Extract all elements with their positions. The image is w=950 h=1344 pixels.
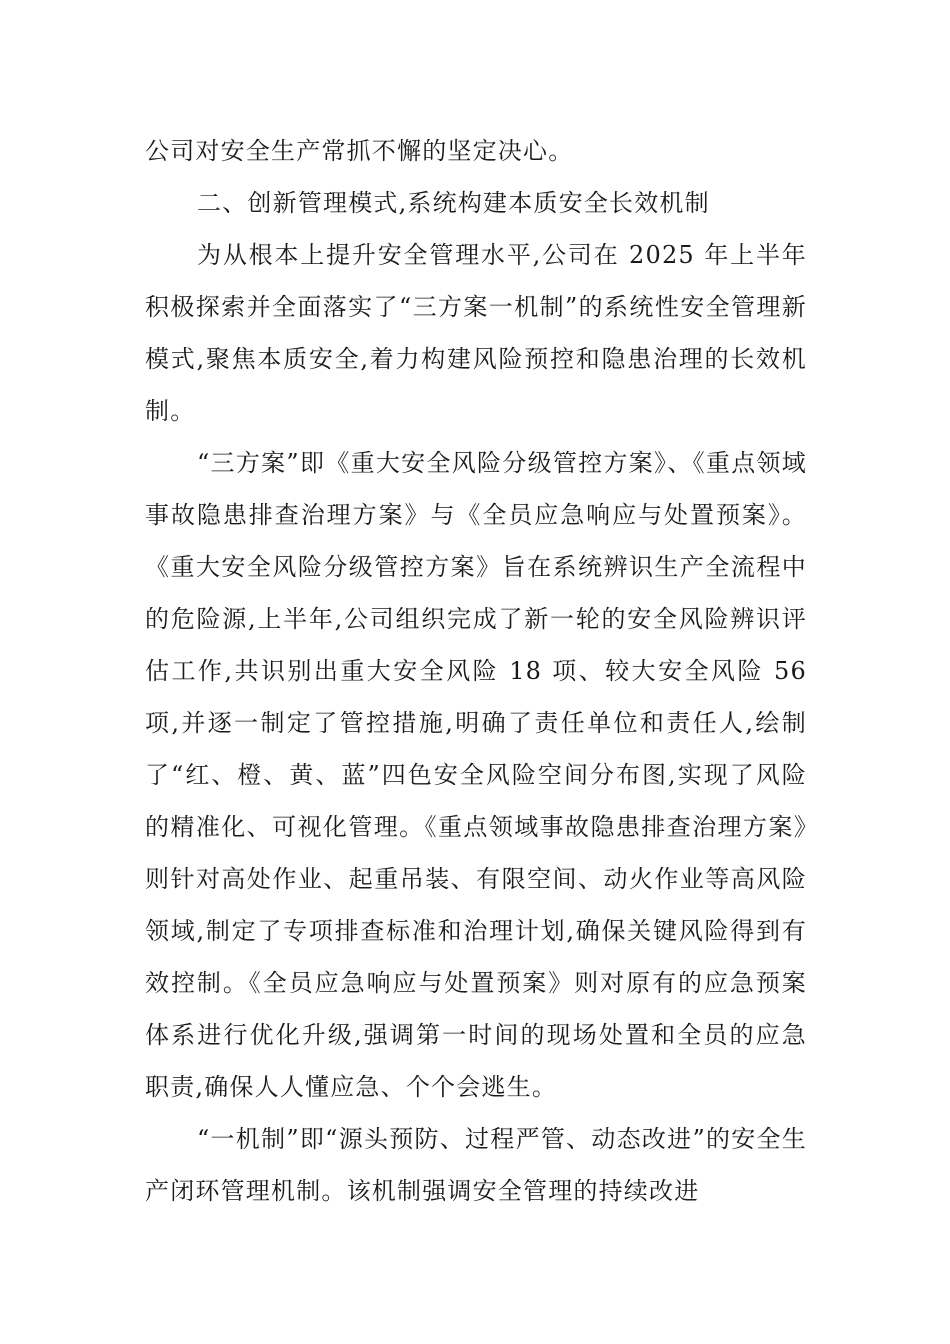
section-heading: 二、创新管理模式,系统构建本质安全长效机制	[197, 189, 710, 217]
paragraph-continuation: 公司对安全生产常抓不懈的坚定决心。	[145, 137, 574, 165]
paragraph-intro: 为从根本上提升安全管理水平,公司在 2025 年上半年积极探索并全面落实了“三方案一机制”的系统性安全管理新模式,聚焦本质安全,着力构建风险预控和隐患治理的长效机制。	[145, 241, 807, 425]
paragraph-three-plans: “三方案”即《重大安全风险分级管控方案》、《重点领域事故隐患排查治理方案》与《全员应急响应与处置预案》。《重大安全风险分级管控方案》旨在系统辨识生产全流程中的危险源,上半年,公司组织完成了新一轮的安全风险辨识评估工作,共识别出重大安全风险 18 项、较大安全风险 56 项,并逐一制定了管控措施,明确了责任单位和责任人,绘制了“红、橙、黄、蓝”四色安全风险空间分布图,实现了风险的精准化、可视化管理。《重点领域事故隐患排查治理方案》则针对高处作业、起重吊装、有限空间、动火作业等高风险领域,制定了专项排查标准和治理计划,确保关键风险得到有效控制。《全员应急响应与处置预案》则对原有的应急预案体系进行优化升级,强调第一时间的现场处置和全员的应急职责,确保人人懂应急、个个会逃生。	[145, 449, 807, 1101]
document-body	[145, 125, 807, 1217]
paragraph-one-mechanism: “一机制”即“源头预防、过程严管、动态改进”的安全生产闭环管理机制。该机制强调安全管理的持续改进	[145, 1125, 807, 1205]
